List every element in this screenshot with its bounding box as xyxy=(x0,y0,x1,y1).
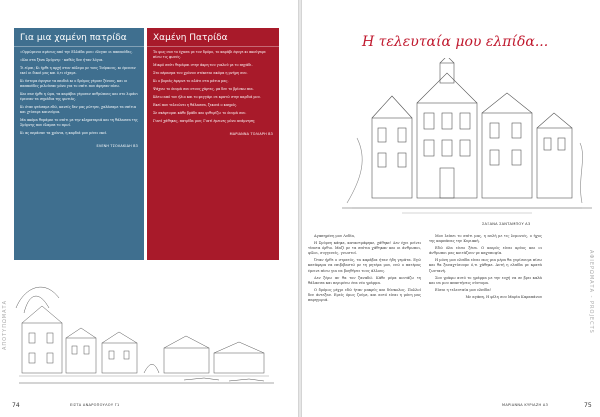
right-side-label: ΑΦΙΕΡΩΜΑΤΑ - PROJECTS xyxy=(588,250,594,334)
red-column-title: Χαμένη Πατρίδα xyxy=(147,28,279,47)
letter-column-2 xyxy=(429,234,542,300)
left-page xyxy=(0,0,298,417)
blue-column-title: Για μια χαμένη πατρίδα xyxy=(14,28,144,47)
red-paragraph: Εκεί που τελειώνει η θάλασσα, ξεκινά ο καημός. xyxy=(153,103,238,107)
red-paragraph: Κι ο βοριάς έφερνε το αλάτι στα μάτια μας. xyxy=(153,79,229,83)
red-paragraph: Το φως σου το έχασα με τον δρόμο, το καράβι έφυγε κι ακούγαμε πίσω τις φωνές. xyxy=(153,50,266,59)
red-paragraph: Σε σκέφτομαι κάθε βράδυ και ψιθυρίζω το όνομά σου. xyxy=(153,111,247,115)
red-paragraph: Μικρό σπίτι θυμάμαι στην άκρη του γιαλού με το πηγάδι. xyxy=(153,63,253,67)
letter-paragraph: Εδώ όλα είναι ξένα. Ο καιρός είναι κρύος και οι άνθρωποι μας κοιτάζουν με καχυποψία. xyxy=(429,246,542,256)
letter-paragraph: Είσαι η τελευταία μου ελπίδα! xyxy=(435,287,492,292)
blue-poem-column xyxy=(14,28,144,260)
red-paragraph: Κάτω από τον ήλιο και το φεγγάρι σε κρατώ στην καρδιά μου. xyxy=(153,95,261,99)
blue-paragraph: Τι είμαι; Κι ήρθε η αρχή στον πόλεμο με τους Τούρκους, κι έμειναν εκεί οι δικοί μας και ό,τι είχαμε. xyxy=(20,66,136,75)
blue-column-signature: ΕΛΕΝΗ ΤΣΟΛΑΚΙΔΗ Β3 xyxy=(96,144,138,148)
letter-column-1 xyxy=(308,234,421,305)
letter-closing: Με αγάπη, Η φίλη σου Μαρία Καραπάνου xyxy=(465,294,542,299)
red-column-signature: ΜΑΡΙΑΝΝΑ ΤΟΛΙΑΡΗ Β3 xyxy=(229,132,273,136)
left-page-number: 74 xyxy=(12,402,20,409)
blue-paragraph: «Και στα ξένα Σμύρνη» - καθώς δεν ήταν λόγια. xyxy=(20,58,104,62)
left-page-footer: ΕΙΣΤΑ ΑΝΔΡΟΠΟΥΛΟΥ Γ1 xyxy=(70,403,120,407)
red-column-body xyxy=(147,47,279,130)
blue-paragraph: Κι ας περάσαν τα χρόνια, η καρδιά μου μένει εκεί. xyxy=(20,131,108,135)
building-sketch-illustration xyxy=(342,58,592,218)
red-paragraph: Ψάχνω το όνομά σου στους χάρτες, μα δεν το βρίσκω πια. xyxy=(153,87,254,91)
letter-paragraph: Δεν ξέρω αν θα τον ξαναδώ. Κάθε μέρα κοιτάζω τη θάλασσα και περιμένω ένα νέο γράμμα. xyxy=(308,275,421,285)
blue-paragraph: Κι ύστερα έφυγαν τα παιδιά κι ο δρόμος γέμισε ξένους, και οι παππούδες μιλούσαν μόνο για το σπίτι που άφησαν πίσω. xyxy=(20,79,128,88)
letter-paragraph: Σου γράφω αυτό το γράμμα με την ευχή να σε βρει καλά και να μου απαντήσεις σύντομα. xyxy=(429,275,542,285)
blue-column-body xyxy=(14,47,144,142)
right-page xyxy=(302,0,600,417)
illustration-caption: ΣΑΞΑΝΑ ΣΑΝΤΑΜΠΟΥ Α3 xyxy=(482,222,531,226)
red-paragraph: Γιατί χάθηκες, πατρίδα μου; Γιατί έμεινες μόνο ανάμνηση; xyxy=(153,119,256,123)
letter-paragraph: Η Σμύρνη κάηκε, καταστράφηκε, χάθηκε! Δεν έχει μείνει τίποτα όρθιο. Μαζί με τα σπίτια χάθηκαν και οι άνθρωποι, φίλοι, συγγενείς, γνωστοί. xyxy=(308,241,421,256)
blue-paragraph: Μα ακόμα θυμάμαι το σπίτι με την κληματαριά και τη θάλασσα της Σμύρνης που έλαμπε το πρωί. xyxy=(20,118,138,127)
blue-paragraph: Και σαν ήρθε η ώρα, τα καράβια γέμισαν ανθρώπους και στο λιμάνι έμειναν τα σημάδια της φωτιάς. xyxy=(20,92,138,101)
red-poem-column xyxy=(147,28,279,260)
blue-paragraph: Κι όταν φτάσαμε εδώ, κανείς δεν μας ρώτησε, χαλάσαμε τα σπίτια και χτίσαμε καινούρια. xyxy=(20,105,137,114)
letter-paragraph: Όταν ήρθε ο στρατός, τα καράβια ήταν ήδη γεμάτα. Εγώ κατάφερα να επιβιβαστώ με τη μητέρα μου, ενώ ο πατέρας έμεινε πίσω για να βοηθήσει τους άλλους. xyxy=(308,258,421,273)
letter-paragraph: Ο δρόμος μέχρι εδώ ήταν μακρύς και δύσκολος. Πολλοί δεν άντεξαν. Εμείς όμως ζούμε, και αυτό είναι η μόνη μας παρηγοριά. xyxy=(308,287,421,303)
right-page-number: 75 xyxy=(584,402,592,409)
red-paragraph: Στο πέρασμα του χρόνου στέκεται ακόμα η μνήμη σου. xyxy=(153,71,248,75)
blue-paragraph: «Ορμώμενοι αμέσως από την Ελλάδα μου» έλεγαν οι παππούδες. xyxy=(20,50,133,54)
letter-paragraph: Η μόνη μου ελπίδα είναι πως μια μέρα θα γυρίσουμε πίσω και θα ξαναχτίσουμε ό,τι χάθηκε. Αυτή η ελπίδα με κρατά ζωντανή. xyxy=(429,258,542,273)
right-page-footer: ΜΑΡΙΑΝΝΑ ΚΥΡΙΑΖΗ Α3 xyxy=(502,403,549,407)
harbor-sketch-illustration xyxy=(14,268,279,388)
letter-paragraph: Μου λείπει το σπίτι μας, η αυλή με τις λεμονιές, ο ήχος της καμπάνας την Κυριακή. xyxy=(429,234,542,244)
left-side-label: ΑΠΟΤΥΠΩΜΑΤΑ xyxy=(2,299,8,350)
letter-paragraph: Αγαπημένη μου Λυδία, xyxy=(314,234,356,238)
article-title: Η τελευταία μου ελπίδα... xyxy=(362,34,549,50)
